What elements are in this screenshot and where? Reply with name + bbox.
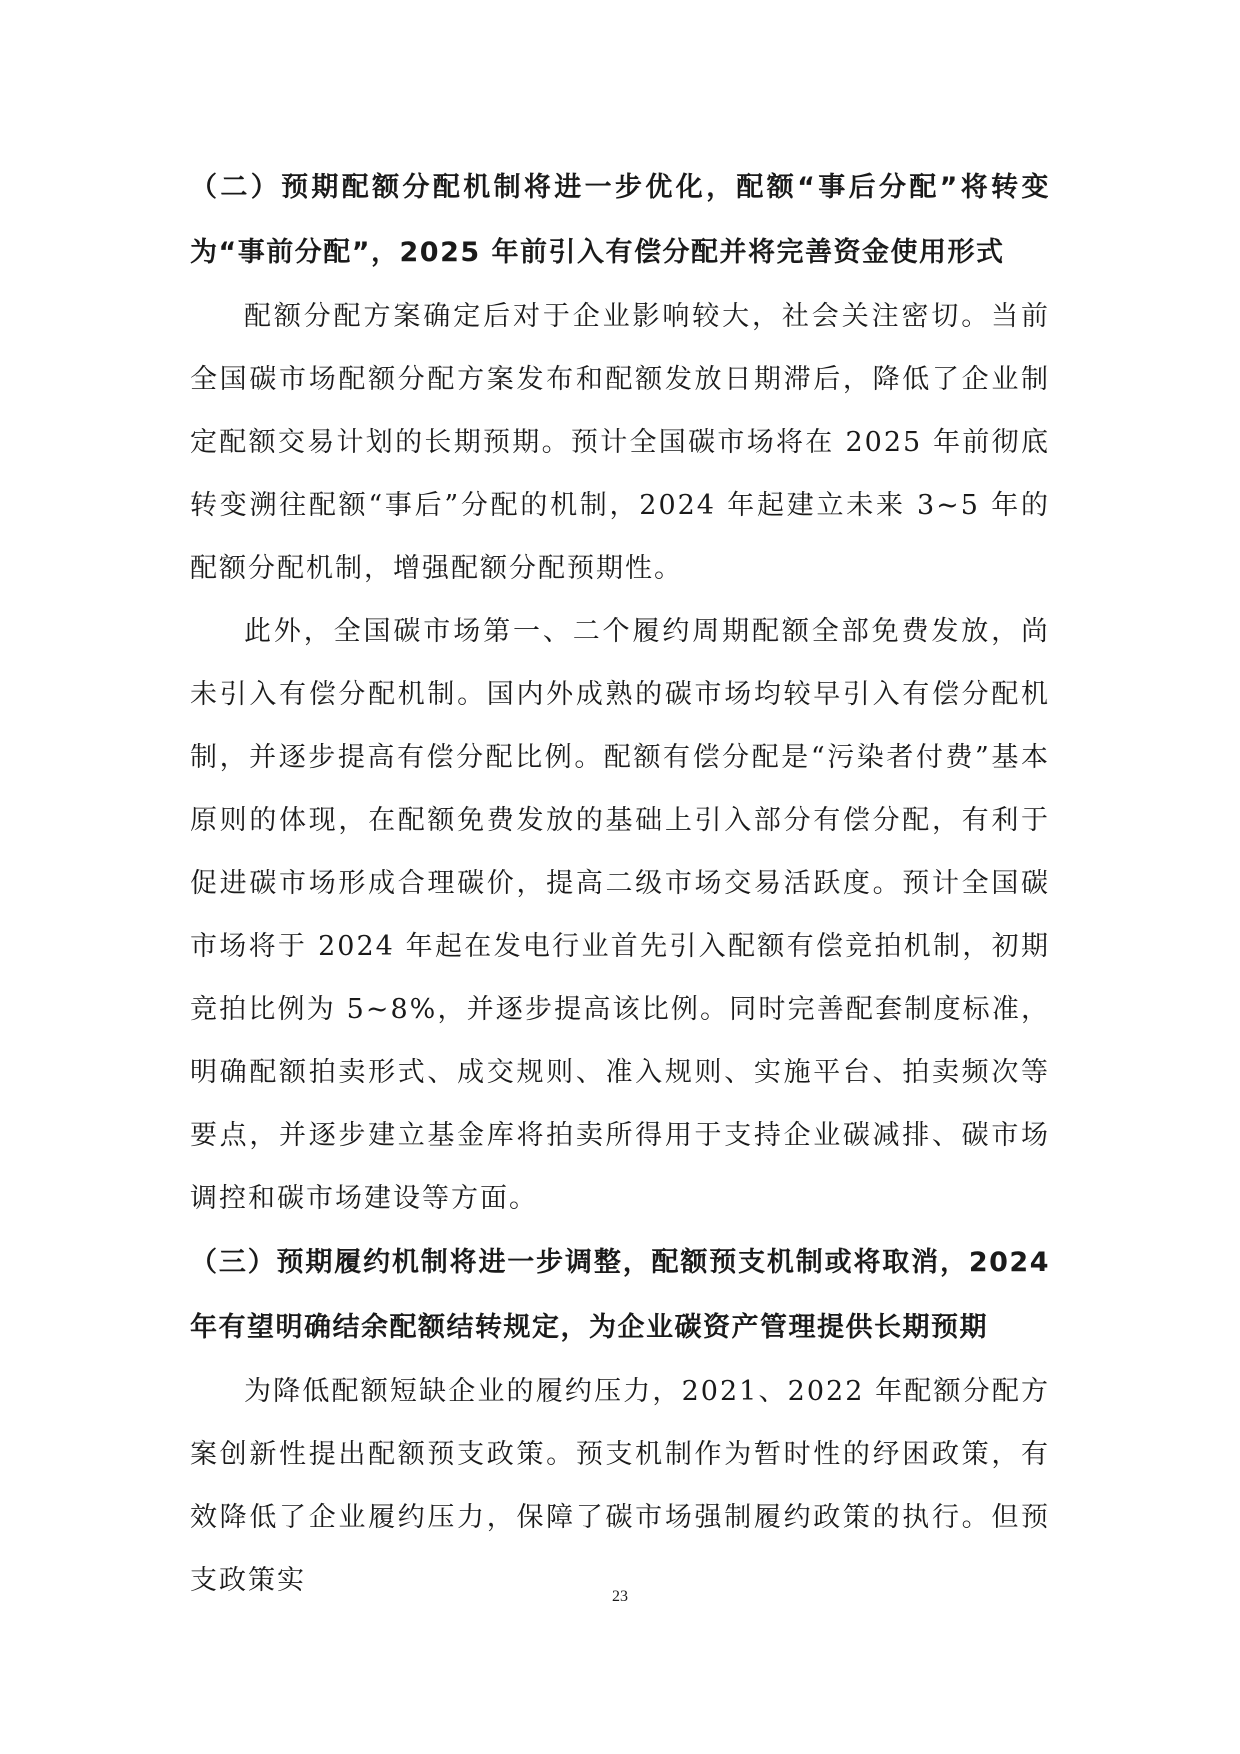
body-paragraph: 此外，全国碳市场第一、二个履约周期配额全部免费发放，尚未引入有偿分配机制。国内外成熟的碳市场均较早引入有偿分配机制，并逐步提高有偿分配比例。配额有偿分配是“污染者付费”基本原则的体现，在配额免费发放的基础上引入部分有偿分配，有利于促进碳市场形成合理碳价，提高二级市场交易活跃度。预计全国碳市场将于 2024 年起在发电行业首先引入配额有偿竞拍机制，初期竞拍比例为 5~8%，并逐步提高该比例。同时完善配套制度标准，明确配额拍卖形式、成交规则、准入规则、实施平台、拍卖频次等要点，并逐步建立基金库将拍卖所得用于支持企业碳减排、碳市场调控和碳市场建设等方面。 <box>190 616 1050 1214</box>
body-paragraph: 配额分配方案确定后对于企业影响较大，社会关注密切。当前全国碳市场配额分配方案发布和配额发放日期滞后，降低了企业制定配额交易计划的长期预期。预计全国碳市场将在 2025 年前彻底转变溯往配额“事后”分配的机制，2024 年起建立未来 3~5 年的配额分配机制，增强配额分配预期性。 <box>190 301 1050 584</box>
body-paragraph: 为降低配额短缺企业的履约压力，2021、2022 年配额分配方案创新性提出配额预支政策。预支机制作为暂时性的纾困政策，有效降低了企业履约压力，保障了碳市场强制履约政策的执行。但预支政策实 <box>190 1376 1050 1596</box>
section-heading-3: （三）预期履约机制将进一步调整，配额预支机制或将取消，2024 年有望明确结余配额结转规定，为企业碳资产管理提供长期预期 <box>190 1247 1050 1343</box>
document-body <box>190 155 1050 1612</box>
section-heading-2: （二）预期配额分配机制将进一步优化，配额“事后分配”将转变为“事前分配”，2025 年前引入有偿分配并将完善资金使用形式 <box>190 172 1050 268</box>
page-number: 23 <box>612 1588 628 1605</box>
